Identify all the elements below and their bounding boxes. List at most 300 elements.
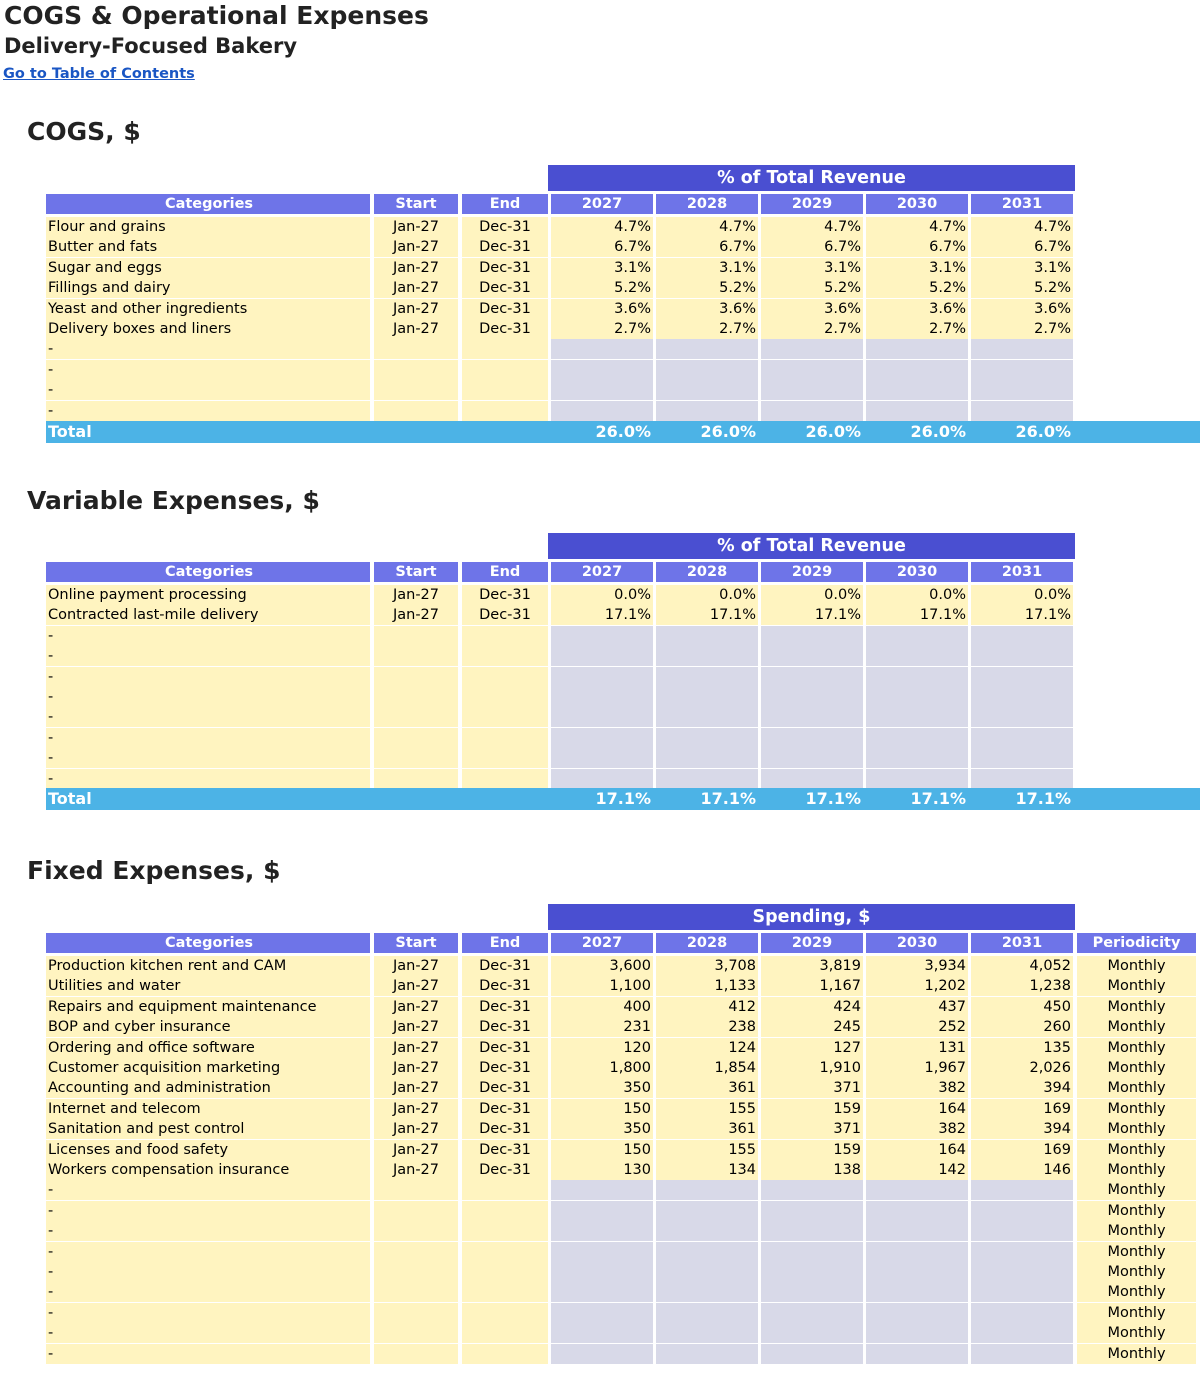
- end-cell[interactable]: [462, 360, 548, 380]
- value-cell-2027[interactable]: [551, 380, 653, 400]
- start-cell[interactable]: Jan-27: [374, 956, 458, 976]
- periodicity-cell[interactable]: Monthly: [1077, 1140, 1196, 1160]
- value-cell-2030[interactable]: 437: [866, 997, 968, 1017]
- start-cell[interactable]: Jan-27: [374, 1160, 458, 1180]
- value-cell-2028[interactable]: [656, 1262, 758, 1282]
- value-cell-2031[interactable]: 4,052: [971, 956, 1073, 976]
- start-cell[interactable]: [374, 1344, 458, 1364]
- value-cell-2030[interactable]: [866, 1344, 968, 1364]
- category-cell[interactable]: Fillings and dairy: [46, 278, 370, 298]
- category-cell[interactable]: -: [46, 728, 370, 748]
- year-2031-column-header[interactable]: 2031: [971, 933, 1073, 953]
- value-cell-2028[interactable]: [656, 769, 758, 789]
- year-2027-column-header[interactable]: 2027: [551, 194, 653, 214]
- value-cell-2031[interactable]: [971, 1180, 1073, 1200]
- year-2027-column-header[interactable]: 2027: [551, 562, 653, 582]
- value-cell-2031[interactable]: [971, 769, 1073, 789]
- periodicity-cell[interactable]: Monthly: [1077, 1180, 1196, 1200]
- periodicity-cell[interactable]: Monthly: [1077, 1038, 1196, 1058]
- value-cell-2028[interactable]: [656, 728, 758, 748]
- value-cell-2030[interactable]: [866, 646, 968, 666]
- start-cell[interactable]: [374, 1201, 458, 1221]
- value-cell-2027[interactable]: [551, 1242, 653, 1262]
- value-cell-2027[interactable]: 400: [551, 997, 653, 1017]
- end-cell[interactable]: [462, 667, 548, 687]
- start-cell[interactable]: [374, 626, 458, 646]
- end-cell[interactable]: [462, 707, 548, 727]
- value-cell-2030[interactable]: 0.0%: [866, 585, 968, 605]
- end-cell[interactable]: Dec-31: [462, 585, 548, 605]
- end-cell[interactable]: Dec-31: [462, 1099, 548, 1119]
- periodicity-cell[interactable]: Monthly: [1077, 997, 1196, 1017]
- end-cell[interactable]: Dec-31: [462, 1140, 548, 1160]
- value-cell-2028[interactable]: [656, 1323, 758, 1343]
- value-cell-2029[interactable]: [761, 380, 863, 400]
- periodicity-cell[interactable]: Monthly: [1077, 1303, 1196, 1323]
- category-cell[interactable]: -: [46, 1242, 370, 1262]
- value-cell-2030[interactable]: [866, 339, 968, 359]
- value-cell-2028[interactable]: 1,854: [656, 1058, 758, 1078]
- value-cell-2028[interactable]: [656, 646, 758, 666]
- value-cell-2028[interactable]: [656, 687, 758, 707]
- value-cell-2028[interactable]: [656, 1180, 758, 1200]
- start-cell[interactable]: [374, 380, 458, 400]
- value-cell-2028[interactable]: [656, 1221, 758, 1241]
- year-2030-column-header[interactable]: 2030: [866, 562, 968, 582]
- start-cell[interactable]: [374, 339, 458, 359]
- periodicity-cell[interactable]: Monthly: [1077, 1344, 1196, 1364]
- value-cell-2029[interactable]: [761, 1242, 863, 1262]
- start-cell[interactable]: [374, 687, 458, 707]
- value-cell-2028[interactable]: [656, 401, 758, 421]
- value-cell-2027[interactable]: 3.1%: [551, 258, 653, 278]
- periodicity-cell[interactable]: Monthly: [1077, 1282, 1196, 1302]
- start-cell[interactable]: Jan-27: [374, 976, 458, 996]
- value-cell-2027[interactable]: [551, 1201, 653, 1221]
- value-cell-2030[interactable]: [866, 1242, 968, 1262]
- value-cell-2028[interactable]: 3.6%: [656, 299, 758, 319]
- end-cell[interactable]: Dec-31: [462, 1017, 548, 1037]
- value-cell-2027[interactable]: [551, 1180, 653, 1200]
- start-column-header[interactable]: Start: [374, 562, 458, 582]
- end-cell[interactable]: Dec-31: [462, 1160, 548, 1180]
- value-cell-2030[interactable]: 1,967: [866, 1058, 968, 1078]
- start-cell[interactable]: Jan-27: [374, 1099, 458, 1119]
- value-cell-2027[interactable]: [551, 769, 653, 789]
- value-cell-2028[interactable]: 155: [656, 1140, 758, 1160]
- value-cell-2031[interactable]: [971, 1201, 1073, 1221]
- end-cell[interactable]: [462, 626, 548, 646]
- category-cell[interactable]: Customer acquisition marketing: [46, 1058, 370, 1078]
- end-cell[interactable]: [462, 769, 548, 789]
- value-cell-2030[interactable]: 382: [866, 1078, 968, 1098]
- value-cell-2029[interactable]: 1,910: [761, 1058, 863, 1078]
- end-column-header[interactable]: End: [462, 933, 548, 953]
- value-cell-2028[interactable]: 2.7%: [656, 319, 758, 339]
- end-cell[interactable]: Dec-31: [462, 1078, 548, 1098]
- start-cell[interactable]: Jan-27: [374, 1038, 458, 1058]
- value-cell-2030[interactable]: 3,934: [866, 956, 968, 976]
- value-cell-2029[interactable]: [761, 1180, 863, 1200]
- value-cell-2029[interactable]: [761, 1323, 863, 1343]
- periodicity-cell[interactable]: Monthly: [1077, 1201, 1196, 1221]
- value-cell-2029[interactable]: 245: [761, 1017, 863, 1037]
- value-cell-2028[interactable]: 1,133: [656, 976, 758, 996]
- value-cell-2031[interactable]: [971, 360, 1073, 380]
- value-cell-2029[interactable]: 2.7%: [761, 319, 863, 339]
- category-cell[interactable]: -: [46, 1180, 370, 1200]
- value-cell-2027[interactable]: 150: [551, 1099, 653, 1119]
- value-cell-2031[interactable]: 135: [971, 1038, 1073, 1058]
- periodicity-cell[interactable]: Monthly: [1077, 1078, 1196, 1098]
- value-cell-2030[interactable]: [866, 626, 968, 646]
- value-cell-2028[interactable]: [656, 626, 758, 646]
- year-2028-column-header[interactable]: 2028: [656, 194, 758, 214]
- value-cell-2031[interactable]: 0.0%: [971, 585, 1073, 605]
- periodicity-cell[interactable]: Monthly: [1077, 956, 1196, 976]
- category-cell[interactable]: Flour and grains: [46, 217, 370, 237]
- value-cell-2030[interactable]: 1,202: [866, 976, 968, 996]
- value-cell-2029[interactable]: 159: [761, 1099, 863, 1119]
- value-cell-2030[interactable]: [866, 667, 968, 687]
- value-cell-2028[interactable]: 134: [656, 1160, 758, 1180]
- start-cell[interactable]: Jan-27: [374, 237, 458, 257]
- value-cell-2028[interactable]: 4.7%: [656, 217, 758, 237]
- value-cell-2031[interactable]: 260: [971, 1017, 1073, 1037]
- category-cell[interactable]: Workers compensation insurance: [46, 1160, 370, 1180]
- value-cell-2030[interactable]: [866, 1201, 968, 1221]
- value-cell-2030[interactable]: [866, 360, 968, 380]
- year-2029-column-header[interactable]: 2029: [761, 194, 863, 214]
- value-cell-2027[interactable]: [551, 1282, 653, 1302]
- value-cell-2028[interactable]: [656, 748, 758, 768]
- value-cell-2027[interactable]: [551, 728, 653, 748]
- value-cell-2029[interactable]: [761, 360, 863, 380]
- start-cell[interactable]: Jan-27: [374, 605, 458, 625]
- value-cell-2028[interactable]: [656, 380, 758, 400]
- periodicity-cell[interactable]: Monthly: [1077, 1221, 1196, 1241]
- value-cell-2029[interactable]: [761, 626, 863, 646]
- start-column-header[interactable]: Start: [374, 194, 458, 214]
- category-cell[interactable]: Online payment processing: [46, 585, 370, 605]
- value-cell-2029[interactable]: 3.1%: [761, 258, 863, 278]
- value-cell-2027[interactable]: 150: [551, 1140, 653, 1160]
- value-cell-2029[interactable]: 1,167: [761, 976, 863, 996]
- value-cell-2030[interactable]: 2.7%: [866, 319, 968, 339]
- category-cell[interactable]: BOP and cyber insurance: [46, 1017, 370, 1037]
- category-cell[interactable]: -: [46, 626, 370, 646]
- value-cell-2027[interactable]: 2.7%: [551, 319, 653, 339]
- category-cell[interactable]: Contracted last-mile delivery: [46, 605, 370, 625]
- value-cell-2029[interactable]: [761, 728, 863, 748]
- category-cell[interactable]: -: [46, 646, 370, 666]
- end-cell[interactable]: Dec-31: [462, 299, 548, 319]
- value-cell-2028[interactable]: 3,708: [656, 956, 758, 976]
- end-column-header[interactable]: End: [462, 194, 548, 214]
- end-cell[interactable]: Dec-31: [462, 258, 548, 278]
- value-cell-2030[interactable]: [866, 707, 968, 727]
- category-cell[interactable]: -: [46, 1221, 370, 1241]
- value-cell-2031[interactable]: [971, 748, 1073, 768]
- periodicity-cell[interactable]: Monthly: [1077, 1058, 1196, 1078]
- value-cell-2027[interactable]: [551, 1221, 653, 1241]
- end-cell[interactable]: [462, 1303, 548, 1323]
- value-cell-2031[interactable]: [971, 1303, 1073, 1323]
- start-cell[interactable]: [374, 1242, 458, 1262]
- value-cell-2029[interactable]: [761, 1221, 863, 1241]
- end-cell[interactable]: [462, 1323, 548, 1343]
- category-cell[interactable]: -: [46, 1323, 370, 1343]
- end-cell[interactable]: Dec-31: [462, 278, 548, 298]
- value-cell-2030[interactable]: 6.7%: [866, 237, 968, 257]
- value-cell-2028[interactable]: [656, 339, 758, 359]
- value-cell-2030[interactable]: 4.7%: [866, 217, 968, 237]
- value-cell-2031[interactable]: 450: [971, 997, 1073, 1017]
- start-cell[interactable]: [374, 1323, 458, 1343]
- start-cell[interactable]: Jan-27: [374, 1140, 458, 1160]
- end-cell[interactable]: [462, 748, 548, 768]
- start-cell[interactable]: [374, 748, 458, 768]
- category-cell[interactable]: Delivery boxes and liners: [46, 319, 370, 339]
- start-cell[interactable]: Jan-27: [374, 299, 458, 319]
- category-cell[interactable]: -: [46, 1201, 370, 1221]
- start-cell[interactable]: [374, 1221, 458, 1241]
- value-cell-2027[interactable]: [551, 626, 653, 646]
- start-cell[interactable]: [374, 728, 458, 748]
- start-cell[interactable]: Jan-27: [374, 1017, 458, 1037]
- category-cell[interactable]: Repairs and equipment maintenance: [46, 997, 370, 1017]
- value-cell-2030[interactable]: [866, 1282, 968, 1302]
- category-cell[interactable]: -: [46, 1262, 370, 1282]
- value-cell-2030[interactable]: 164: [866, 1140, 968, 1160]
- end-cell[interactable]: Dec-31: [462, 1038, 548, 1058]
- value-cell-2031[interactable]: 169: [971, 1140, 1073, 1160]
- value-cell-2029[interactable]: 17.1%: [761, 605, 863, 625]
- categories-column-header[interactable]: Categories: [46, 933, 370, 953]
- end-cell[interactable]: Dec-31: [462, 319, 548, 339]
- periodicity-cell[interactable]: Monthly: [1077, 1160, 1196, 1180]
- value-cell-2031[interactable]: [971, 1242, 1073, 1262]
- end-cell[interactable]: [462, 1344, 548, 1364]
- value-cell-2029[interactable]: [761, 1201, 863, 1221]
- category-cell[interactable]: -: [46, 1303, 370, 1323]
- value-cell-2029[interactable]: 424: [761, 997, 863, 1017]
- value-cell-2029[interactable]: [761, 1344, 863, 1364]
- start-cell[interactable]: Jan-27: [374, 585, 458, 605]
- value-cell-2030[interactable]: 131: [866, 1038, 968, 1058]
- value-cell-2028[interactable]: 3.1%: [656, 258, 758, 278]
- start-cell[interactable]: [374, 1303, 458, 1323]
- value-cell-2031[interactable]: 394: [971, 1078, 1073, 1098]
- category-cell[interactable]: Licenses and food safety: [46, 1140, 370, 1160]
- start-cell[interactable]: Jan-27: [374, 997, 458, 1017]
- value-cell-2029[interactable]: 5.2%: [761, 278, 863, 298]
- value-cell-2030[interactable]: 3.6%: [866, 299, 968, 319]
- category-cell[interactable]: Internet and telecom: [46, 1099, 370, 1119]
- periodicity-cell[interactable]: Monthly: [1077, 1242, 1196, 1262]
- value-cell-2028[interactable]: 5.2%: [656, 278, 758, 298]
- value-cell-2030[interactable]: 382: [866, 1119, 968, 1139]
- value-cell-2029[interactable]: [761, 401, 863, 421]
- start-cell[interactable]: Jan-27: [374, 1058, 458, 1078]
- value-cell-2027[interactable]: 17.1%: [551, 605, 653, 625]
- value-cell-2028[interactable]: 412: [656, 997, 758, 1017]
- periodicity-cell[interactable]: Monthly: [1077, 1323, 1196, 1343]
- start-column-header[interactable]: Start: [374, 933, 458, 953]
- value-cell-2028[interactable]: [656, 1242, 758, 1262]
- value-cell-2031[interactable]: 169: [971, 1099, 1073, 1119]
- table-of-contents-link[interactable]: Go to Table of Contents: [3, 66, 195, 82]
- end-cell[interactable]: Dec-31: [462, 976, 548, 996]
- value-cell-2030[interactable]: 142: [866, 1160, 968, 1180]
- end-cell[interactable]: [462, 339, 548, 359]
- category-cell[interactable]: -: [46, 1344, 370, 1364]
- end-cell[interactable]: Dec-31: [462, 605, 548, 625]
- value-cell-2031[interactable]: 394: [971, 1119, 1073, 1139]
- value-cell-2029[interactable]: 0.0%: [761, 585, 863, 605]
- end-cell[interactable]: [462, 1282, 548, 1302]
- category-cell[interactable]: Utilities and water: [46, 976, 370, 996]
- category-cell[interactable]: -: [46, 687, 370, 707]
- end-cell[interactable]: Dec-31: [462, 956, 548, 976]
- periodicity-cell[interactable]: Monthly: [1077, 1017, 1196, 1037]
- value-cell-2029[interactable]: 4.7%: [761, 217, 863, 237]
- year-2031-column-header[interactable]: 2031: [971, 562, 1073, 582]
- category-cell[interactable]: -: [46, 401, 370, 421]
- value-cell-2027[interactable]: [551, 1323, 653, 1343]
- end-column-header[interactable]: End: [462, 562, 548, 582]
- value-cell-2031[interactable]: 3.6%: [971, 299, 1073, 319]
- value-cell-2028[interactable]: [656, 1201, 758, 1221]
- value-cell-2029[interactable]: [761, 667, 863, 687]
- category-cell[interactable]: -: [46, 380, 370, 400]
- periodicity-cell[interactable]: Monthly: [1077, 1119, 1196, 1139]
- end-cell[interactable]: [462, 1180, 548, 1200]
- value-cell-2027[interactable]: 350: [551, 1078, 653, 1098]
- value-cell-2031[interactable]: [971, 401, 1073, 421]
- value-cell-2028[interactable]: 6.7%: [656, 237, 758, 257]
- periodicity-cell[interactable]: Monthly: [1077, 1262, 1196, 1282]
- start-cell[interactable]: Jan-27: [374, 278, 458, 298]
- value-cell-2027[interactable]: 0.0%: [551, 585, 653, 605]
- value-cell-2031[interactable]: 3.1%: [971, 258, 1073, 278]
- value-cell-2030[interactable]: 5.2%: [866, 278, 968, 298]
- category-cell[interactable]: Sugar and eggs: [46, 258, 370, 278]
- value-cell-2029[interactable]: 159: [761, 1140, 863, 1160]
- value-cell-2030[interactable]: [866, 769, 968, 789]
- category-cell[interactable]: Yeast and other ingredients: [46, 299, 370, 319]
- value-cell-2027[interactable]: [551, 1303, 653, 1323]
- value-cell-2029[interactable]: 371: [761, 1078, 863, 1098]
- start-cell[interactable]: [374, 707, 458, 727]
- value-cell-2029[interactable]: 3,819: [761, 956, 863, 976]
- value-cell-2027[interactable]: 1,100: [551, 976, 653, 996]
- value-cell-2028[interactable]: 361: [656, 1078, 758, 1098]
- value-cell-2028[interactable]: [656, 1303, 758, 1323]
- start-cell[interactable]: [374, 1262, 458, 1282]
- value-cell-2030[interactable]: [866, 1180, 968, 1200]
- start-cell[interactable]: [374, 1282, 458, 1302]
- value-cell-2027[interactable]: [551, 1262, 653, 1282]
- value-cell-2031[interactable]: [971, 1323, 1073, 1343]
- end-cell[interactable]: Dec-31: [462, 997, 548, 1017]
- value-cell-2029[interactable]: 6.7%: [761, 237, 863, 257]
- value-cell-2030[interactable]: [866, 728, 968, 748]
- value-cell-2027[interactable]: [551, 748, 653, 768]
- value-cell-2027[interactable]: 5.2%: [551, 278, 653, 298]
- value-cell-2030[interactable]: [866, 401, 968, 421]
- value-cell-2027[interactable]: 120: [551, 1038, 653, 1058]
- end-cell[interactable]: [462, 401, 548, 421]
- value-cell-2030[interactable]: [866, 1303, 968, 1323]
- value-cell-2028[interactable]: 238: [656, 1017, 758, 1037]
- year-2031-column-header[interactable]: 2031: [971, 194, 1073, 214]
- value-cell-2031[interactable]: 17.1%: [971, 605, 1073, 625]
- end-cell[interactable]: Dec-31: [462, 217, 548, 237]
- value-cell-2029[interactable]: 127: [761, 1038, 863, 1058]
- value-cell-2031[interactable]: 2.7%: [971, 319, 1073, 339]
- end-cell[interactable]: [462, 1242, 548, 1262]
- start-cell[interactable]: [374, 769, 458, 789]
- category-cell[interactable]: -: [46, 748, 370, 768]
- value-cell-2027[interactable]: [551, 687, 653, 707]
- start-cell[interactable]: [374, 360, 458, 380]
- value-cell-2031[interactable]: 146: [971, 1160, 1073, 1180]
- value-cell-2027[interactable]: [551, 401, 653, 421]
- value-cell-2029[interactable]: 3.6%: [761, 299, 863, 319]
- category-cell[interactable]: -: [46, 667, 370, 687]
- value-cell-2031[interactable]: [971, 626, 1073, 646]
- value-cell-2029[interactable]: [761, 707, 863, 727]
- value-cell-2031[interactable]: [971, 1262, 1073, 1282]
- value-cell-2030[interactable]: [866, 687, 968, 707]
- value-cell-2027[interactable]: [551, 667, 653, 687]
- value-cell-2027[interactable]: [551, 646, 653, 666]
- category-cell[interactable]: Ordering and office software: [46, 1038, 370, 1058]
- value-cell-2029[interactable]: [761, 1262, 863, 1282]
- category-cell[interactable]: Production kitchen rent and CAM: [46, 956, 370, 976]
- value-cell-2030[interactable]: 164: [866, 1099, 968, 1119]
- value-cell-2028[interactable]: [656, 707, 758, 727]
- value-cell-2027[interactable]: 4.7%: [551, 217, 653, 237]
- value-cell-2028[interactable]: 0.0%: [656, 585, 758, 605]
- end-cell[interactable]: [462, 1201, 548, 1221]
- category-cell[interactable]: -: [46, 360, 370, 380]
- value-cell-2030[interactable]: 252: [866, 1017, 968, 1037]
- start-cell[interactable]: Jan-27: [374, 217, 458, 237]
- end-cell[interactable]: Dec-31: [462, 1058, 548, 1078]
- value-cell-2027[interactable]: [551, 707, 653, 727]
- value-cell-2031[interactable]: [971, 667, 1073, 687]
- periodicity-column-header[interactable]: Periodicity: [1077, 933, 1196, 953]
- value-cell-2030[interactable]: 3.1%: [866, 258, 968, 278]
- value-cell-2031[interactable]: 2,026: [971, 1058, 1073, 1078]
- value-cell-2031[interactable]: 5.2%: [971, 278, 1073, 298]
- value-cell-2029[interactable]: [761, 1282, 863, 1302]
- start-cell[interactable]: Jan-27: [374, 319, 458, 339]
- year-2029-column-header[interactable]: 2029: [761, 562, 863, 582]
- start-cell[interactable]: [374, 667, 458, 687]
- category-cell[interactable]: -: [46, 707, 370, 727]
- periodicity-cell[interactable]: Monthly: [1077, 976, 1196, 996]
- value-cell-2029[interactable]: [761, 687, 863, 707]
- value-cell-2031[interactable]: [971, 728, 1073, 748]
- value-cell-2031[interactable]: [971, 380, 1073, 400]
- value-cell-2028[interactable]: [656, 1344, 758, 1364]
- value-cell-2027[interactable]: 3,600: [551, 956, 653, 976]
- value-cell-2031[interactable]: [971, 1344, 1073, 1364]
- end-cell[interactable]: [462, 687, 548, 707]
